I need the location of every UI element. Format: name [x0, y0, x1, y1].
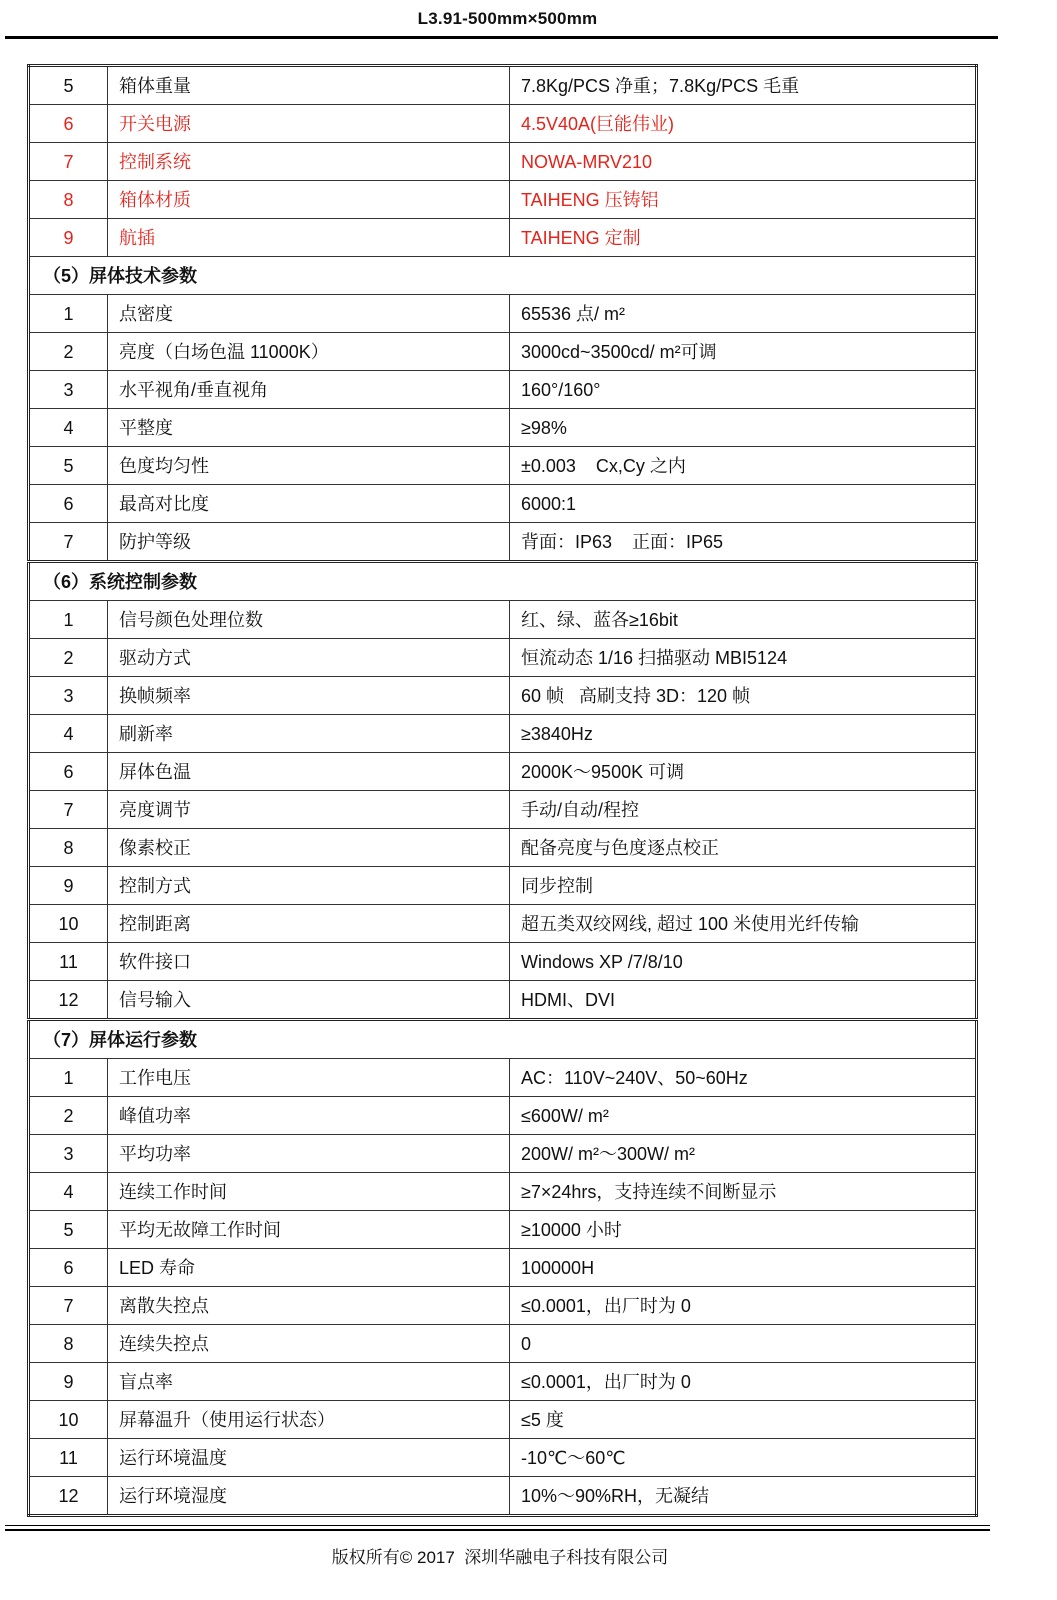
- item-name: 换帧频率: [108, 677, 510, 715]
- row-number: 12: [29, 1477, 108, 1516]
- item-name: 屏体色温: [108, 753, 510, 791]
- table-row: [29, 447, 977, 485]
- item-name: 防护等级: [108, 523, 510, 562]
- item-name: 航插: [108, 219, 510, 257]
- table-row: [29, 219, 977, 257]
- row-number: 9: [29, 219, 108, 257]
- row-number: 6: [29, 753, 108, 791]
- table-row: [29, 333, 977, 371]
- table-row: [29, 1287, 977, 1325]
- item-name: 亮度调节: [108, 791, 510, 829]
- table-row: [29, 981, 977, 1020]
- item-name: 连续失控点: [108, 1325, 510, 1363]
- item-name: 亮度（白场色温 11000K）: [108, 333, 510, 371]
- row-number: 3: [29, 677, 108, 715]
- row-number: 1: [29, 601, 108, 639]
- table-row: [29, 1135, 977, 1173]
- row-number: 3: [29, 1135, 108, 1173]
- page-title: L3.91-500mm×500mm: [417, 9, 598, 28]
- item-value: 背面：IP63 正面：IP65: [510, 523, 977, 562]
- table-row: [29, 143, 977, 181]
- item-name: 运行环境湿度: [108, 1477, 510, 1516]
- table-row: [29, 409, 977, 447]
- row-number: 4: [29, 715, 108, 753]
- table-row: [29, 829, 977, 867]
- table-row: [29, 715, 977, 753]
- item-value: 4.5V40A(巨能伟业): [510, 105, 977, 143]
- row-number: 2: [29, 1097, 108, 1135]
- item-value: TAIHENG 压铸铝: [510, 181, 977, 219]
- item-value: 3000cd~3500cd/ m²可调: [510, 333, 977, 371]
- section-heading-row: [29, 257, 977, 295]
- section-heading-row: [29, 562, 977, 601]
- item-value: ≤600W/ m²: [510, 1097, 977, 1135]
- row-number: 11: [29, 1439, 108, 1477]
- row-number: 4: [29, 409, 108, 447]
- row-number: 7: [29, 143, 108, 181]
- row-number: 5: [29, 447, 108, 485]
- table-row: [29, 181, 977, 219]
- row-number: 10: [29, 1401, 108, 1439]
- section-title: （6）系统控制参数: [29, 562, 977, 601]
- item-value: NOWA-MRV210: [510, 143, 977, 181]
- item-name: 运行环境温度: [108, 1439, 510, 1477]
- row-number: 8: [29, 829, 108, 867]
- item-value: HDMI、DVI: [510, 981, 977, 1020]
- table-row: [29, 905, 977, 943]
- item-value: 7.8Kg/PCS 净重；7.8Kg/PCS 毛重: [510, 66, 977, 105]
- row-number: 4: [29, 1173, 108, 1211]
- table-row: [29, 295, 977, 333]
- row-number: 7: [29, 523, 108, 562]
- table-row: [29, 66, 977, 105]
- table-row: [29, 753, 977, 791]
- row-number: 9: [29, 1363, 108, 1401]
- item-value: 160°/160°: [510, 371, 977, 409]
- table-row: [29, 1439, 977, 1477]
- table-row: [29, 1211, 977, 1249]
- row-number: 6: [29, 1249, 108, 1287]
- item-value: 同步控制: [510, 867, 977, 905]
- table-row: [29, 601, 977, 639]
- item-value: 65536 点/ m²: [510, 295, 977, 333]
- table-row: [29, 943, 977, 981]
- item-value: ±0.003 Cx,Cy 之内: [510, 447, 977, 485]
- item-value: ≥10000 小时: [510, 1211, 977, 1249]
- header-rule: [5, 36, 998, 39]
- table-row: [29, 105, 977, 143]
- row-number: 1: [29, 295, 108, 333]
- item-name: 色度均匀性: [108, 447, 510, 485]
- item-name: 控制系统: [108, 143, 510, 181]
- section-title: （5）屏体技术参数: [29, 257, 977, 295]
- item-name: 控制距离: [108, 905, 510, 943]
- item-value: 10%～90%RH，无凝结: [510, 1477, 977, 1516]
- table-row: [29, 791, 977, 829]
- row-number: 10: [29, 905, 108, 943]
- item-name: 盲点率: [108, 1363, 510, 1401]
- item-name: 点密度: [108, 295, 510, 333]
- item-name: 屏幕温升（使用运行状态）: [108, 1401, 510, 1439]
- item-name: 连续工作时间: [108, 1173, 510, 1211]
- row-number: 1: [29, 1059, 108, 1097]
- table-row: [29, 1097, 977, 1135]
- item-value: 2000K～9500K 可调: [510, 753, 977, 791]
- table-row: [29, 371, 977, 409]
- item-name: 驱动方式: [108, 639, 510, 677]
- table-row: [29, 1173, 977, 1211]
- item-value: 超五类双绞网线, 超过 100 米使用光纤传输: [510, 905, 977, 943]
- section-heading-row: [29, 1020, 977, 1059]
- row-number: 5: [29, 1211, 108, 1249]
- item-name: 工作电压: [108, 1059, 510, 1097]
- item-value: ≥98%: [510, 409, 977, 447]
- item-value: -10℃～60℃: [510, 1439, 977, 1477]
- row-number: 6: [29, 105, 108, 143]
- table-row: [29, 1477, 977, 1516]
- item-name: 平整度: [108, 409, 510, 447]
- item-value: ≤0.0001，出厂时为 0: [510, 1287, 977, 1325]
- item-name: 像素校正: [108, 829, 510, 867]
- table-row: [29, 1363, 977, 1401]
- row-number: 7: [29, 1287, 108, 1325]
- table-row: [29, 1249, 977, 1287]
- item-value: 红、绿、蓝各≥16bit: [510, 601, 977, 639]
- row-number: 6: [29, 485, 108, 523]
- footer-rule: [5, 1525, 990, 1531]
- item-name: 水平视角/垂直视角: [108, 371, 510, 409]
- item-name: 箱体材质: [108, 181, 510, 219]
- item-value: TAIHENG 定制: [510, 219, 977, 257]
- spec-table-body: [29, 66, 977, 1516]
- table-row: [29, 485, 977, 523]
- item-value: 手动/自动/程控: [510, 791, 977, 829]
- item-name: 控制方式: [108, 867, 510, 905]
- row-number: 8: [29, 181, 108, 219]
- row-number: 2: [29, 333, 108, 371]
- item-name: 最高对比度: [108, 485, 510, 523]
- item-name: 平均无故障工作时间: [108, 1211, 510, 1249]
- table-row: [29, 639, 977, 677]
- item-name: 信号输入: [108, 981, 510, 1020]
- item-name: 信号颜色处理位数: [108, 601, 510, 639]
- spec-table: [27, 64, 978, 1517]
- item-value: 恒流动态 1/16 扫描驱动 MBI5124: [510, 639, 977, 677]
- item-name: 离散失控点: [108, 1287, 510, 1325]
- row-number: 11: [29, 943, 108, 981]
- section-title: （7）屏体运行参数: [29, 1020, 977, 1059]
- item-value: AC：110V~240V、50~60Hz: [510, 1059, 977, 1097]
- item-name: 软件接口: [108, 943, 510, 981]
- item-name: 刷新率: [108, 715, 510, 753]
- row-number: 5: [29, 66, 108, 105]
- item-value: 100000H: [510, 1249, 977, 1287]
- copyright-text: 版权所有© 2017 深圳华融电子科技有限公司: [331, 1548, 669, 1567]
- item-name: LED 寿命: [108, 1249, 510, 1287]
- row-number: 3: [29, 371, 108, 409]
- item-value: 60 帧 高刷支持 3D：120 帧: [510, 677, 977, 715]
- item-name: 平均功率: [108, 1135, 510, 1173]
- table-row: [29, 1325, 977, 1363]
- table-row: [29, 677, 977, 715]
- item-value: Windows XP /7/8/10: [510, 943, 977, 981]
- table-row: [29, 1401, 977, 1439]
- item-value: 6000:1: [510, 485, 977, 523]
- row-number: 12: [29, 981, 108, 1020]
- item-value: ≤5 度: [510, 1401, 977, 1439]
- item-name: 峰值功率: [108, 1097, 510, 1135]
- item-value: ≤0.0001，出厂时为 0: [510, 1363, 977, 1401]
- table-row: [29, 1059, 977, 1097]
- row-number: 2: [29, 639, 108, 677]
- table-row: [29, 523, 977, 562]
- item-value: ≥7×24hrs，支持连续不间断显示: [510, 1173, 977, 1211]
- item-value: ≥3840Hz: [510, 715, 977, 753]
- item-value: 0: [510, 1325, 977, 1363]
- row-number: 9: [29, 867, 108, 905]
- item-name: 箱体重量: [108, 66, 510, 105]
- table-row: [29, 867, 977, 905]
- item-value: 配备亮度与色度逐点校正: [510, 829, 977, 867]
- item-value: 200W/ m²～300W/ m²: [510, 1135, 977, 1173]
- row-number: 7: [29, 791, 108, 829]
- item-name: 开关电源: [108, 105, 510, 143]
- row-number: 8: [29, 1325, 108, 1363]
